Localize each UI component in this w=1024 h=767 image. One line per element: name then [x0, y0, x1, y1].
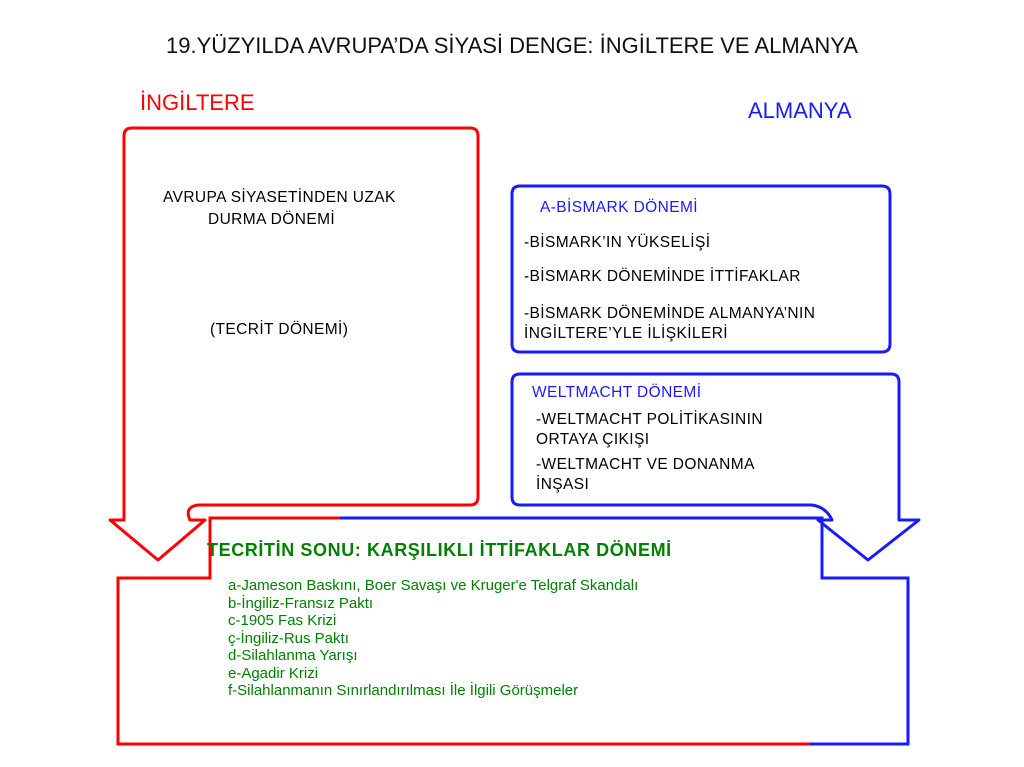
weltmacht-heading: WELTMACHT DÖNEMİ	[532, 384, 702, 401]
list-item: a-Jameson Baskını, Boer Savaşı ve Kruger'e Telgraf Skandalı	[228, 577, 639, 594]
list-item: f-Silahlanmanın Sınırlandırılması İle İlgili Görüşmeler	[228, 682, 579, 699]
ingiltere-sub: (TECRİT DÖNEMİ)	[210, 321, 349, 338]
almanya-heading: ALMANYA	[748, 98, 852, 123]
weltmacht-item-3: -WELTMACHT VE DONANMA	[536, 456, 755, 473]
ingiltere-line-1: AVRUPA SİYASETİNDEN UZAK	[163, 189, 396, 206]
bismark-item-2: -BİSMARK DÖNEMİNDE İTTİFAKLAR	[524, 268, 801, 285]
bottom-heading: TECRİTİN SONU: KARŞILIKLI İTTİFAKLAR DÖNEMİ	[207, 540, 672, 560]
weltmacht-item-2: ORTAYA ÇIKIŞI	[536, 431, 650, 448]
bismark-item-1: -BİSMARK’IN YÜKSELİŞİ	[524, 234, 711, 251]
weltmacht-item-4: İNŞASI	[536, 476, 590, 493]
list-item: c-1905 Fas Krizi	[228, 612, 337, 629]
weltmacht-item-1: -WELTMACHT POLİTİKASININ	[536, 411, 763, 428]
bismark-item-3: -BİSMARK DÖNEMİNDE ALMANYA’NIN	[524, 305, 816, 322]
bismark-item-4: İNGİLTERE’YLE İLİŞKİLERİ	[524, 325, 728, 342]
list-item: e-Agadir Krizi	[228, 664, 319, 682]
list-item: ç-İngiliz-Rus Paktı	[228, 629, 349, 647]
ingiltere-line-2: DURMA DÖNEMİ	[208, 211, 336, 228]
list-item: d-Silahlanma Yarışı	[228, 647, 358, 664]
bismark-heading: A-BİSMARK DÖNEMİ	[540, 199, 698, 216]
bottom-list	[228, 577, 638, 700]
page-title: 19.YÜZYILDA AVRUPA’DA SİYASİ DENGE: İNGİLTERE VE ALMANYA	[165, 33, 858, 58]
ingiltere-heading: İNGİLTERE	[140, 90, 255, 115]
list-item: b-İngiliz-Fransız Paktı	[228, 594, 374, 612]
